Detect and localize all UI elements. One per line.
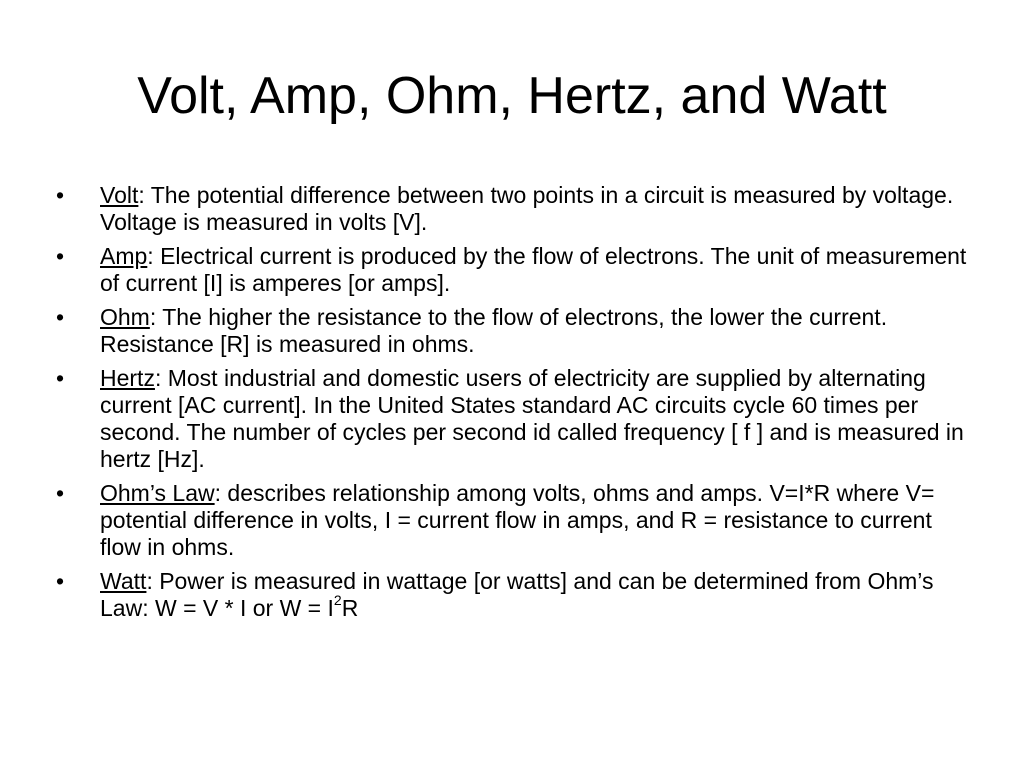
bullet-term-ohm: Ohm xyxy=(100,304,150,330)
bullet-dot: • xyxy=(56,182,65,208)
bullet-watt xyxy=(56,568,968,622)
bullet-term-watt: Watt xyxy=(100,568,147,594)
bullet-text-watt-end: R xyxy=(341,595,359,621)
bullet-dot: • xyxy=(56,480,65,506)
bullet-ohm xyxy=(56,304,968,358)
bullet-volt xyxy=(56,182,968,236)
bullet-dot: • xyxy=(56,365,65,391)
bullet-term-ohms-law: Ohm’s Law xyxy=(100,480,215,506)
bullet-amp xyxy=(56,243,968,297)
bullet-text-ohms-law: : describes relationship among volts, ohms and amps. V=I*R where V= potential difference in volts, I = current flow in amps, and R = resistance to current flow in ohms. xyxy=(100,480,935,560)
bullet-hertz xyxy=(56,365,968,473)
bullet-text-volt: : The potential difference between two points in a circuit is measured by voltage. Voltage is measured in volts [V]. xyxy=(100,182,954,235)
bullet-term-amp: Amp xyxy=(100,243,148,269)
bullet-term-volt: Volt xyxy=(100,182,139,208)
bullet-dot: • xyxy=(56,304,65,330)
bullet-dot: • xyxy=(56,568,65,594)
bullet-text-ohm: : The higher the resistance to the flow of electrons, the lower the current. Resistance [R] is measured in ohms. xyxy=(100,304,888,357)
bullet-ohms-law xyxy=(56,480,968,561)
bullet-text-amp: : Electrical current is produced by the flow of electrons. The unit of measurement of current [I] is amperes [or amps]. xyxy=(100,243,967,296)
bullet-dot: • xyxy=(56,243,65,269)
bullet-text-watt: : Power is measured in wattage [or watts] and can be determined from Ohm’s Law: W = V * I or W = I xyxy=(100,568,934,621)
bullet-text-hertz: : Most industrial and domestic users of electricity are supplied by alternating current [AC current]. In the United States standard AC circuits cycle 60 times per second. The number of cycles per second id called frequency [ f ] and is measured in hertz [Hz]. xyxy=(100,365,964,472)
bullet-list xyxy=(56,182,968,629)
slide-title: Volt, Amp, Ohm, Hertz, and Watt xyxy=(137,67,887,125)
bullet-term-hertz: Hertz xyxy=(100,365,155,391)
superscript-two: 2 xyxy=(333,592,342,609)
